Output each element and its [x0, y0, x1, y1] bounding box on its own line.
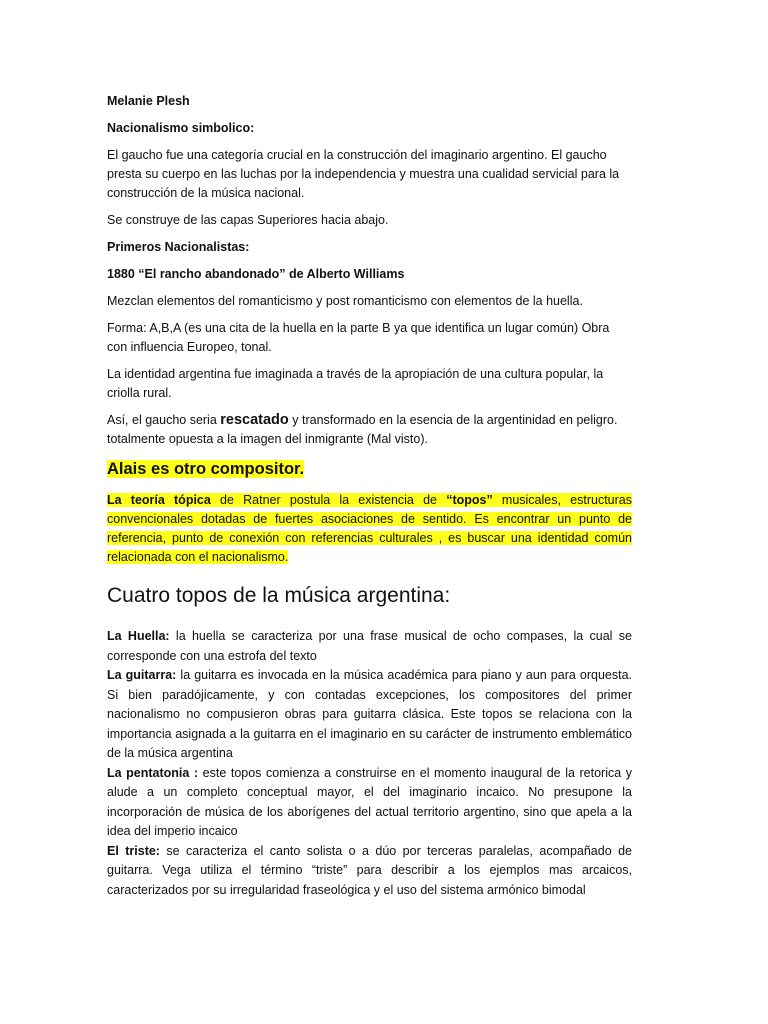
topos-text: la huella se caracteriza por una frase musical de ocho compases, la cual se corresponde con una estrofa del texto: [107, 629, 632, 663]
topos-text: la guitarra es invocada en la música académica para piano y aun para orquesta. Si bien paradójicamente, y con contadas excepciones, los compositores del primer nacionalismo no compusieron obras para guitarra clásica. Este topos se relaciona con la importancia asignada a la guitarra en el imaginario en su carácter de instrumento emblemático de la música argentina: [107, 668, 633, 760]
author-name: Melanie Plesh: [107, 94, 190, 108]
teoria-term: La teoría tópica: [107, 493, 211, 507]
paragraph-rescatado: [107, 411, 632, 449]
alais-heading: [107, 457, 632, 481]
teoria-topos: “topos”: [446, 493, 493, 507]
topos-item-pentatonia: [107, 764, 632, 842]
rescatado-pre: Así, el gaucho seria: [107, 413, 221, 427]
topos-item-guitarra: [107, 666, 632, 764]
topos-text: se caracteriza el canto solista o a dúo por terceras paralelas, acompañado de guitarra. Vega utiliza el término “triste” para describir a los ejemplos mas arcaicos, caracterizados por su irregularidad fraseológica y el uso del sistema armónico bimodal: [107, 843, 632, 897]
paragraph-capas: Se construye de las capas Superiores hacia abajo.: [107, 213, 389, 227]
document-page: [107, 92, 632, 900]
topos-text: este topos comienza a construirse en el momento inaugural de la retorica y alude a un completo conceptual mayor, el del imaginario incaico. No presupone la incorporación de música de los aborígenes del actual territorio argentino, sino que apela a la idea del imperio incaico: [107, 765, 632, 838]
paragraph-forma: Forma: A,B,A (es una cita de la huella en la parte B ya que identifica un lugar común) Obra con influencia Europeo, tonal.: [107, 321, 610, 354]
paragraph-identidad: La identidad argentina fue imaginada a través de la apropiación de una cultura popular, la criolla rural.: [107, 367, 604, 400]
teoria-mid: de Ratner postula la existencia de: [210, 493, 447, 507]
topos-term: La pentatonia :: [107, 765, 199, 780]
topos-list: [107, 627, 632, 900]
rescatado-post: y transformado en la esencia de la argentinidad en peligro. totalmente opuesta a la imagen del inmigrante (Mal visto).: [107, 413, 618, 446]
teoria-rest: musicales, estructuras convencionales dotadas de fuertes asociaciones de sentido. Es encontrar un punto de referencia, punto de conexión con referencias culturales , es buscar una identidad común relacionada con el nacionalismo.: [107, 493, 632, 564]
rescatado-word: rescatado: [220, 412, 289, 428]
topos-item-huella: [107, 627, 632, 666]
section-title-primeros: Primeros Nacionalistas:: [107, 240, 250, 254]
paragraph-mezclan: Mezclan elementos del romanticismo y post romanticismo con elementos de la huella.: [107, 294, 583, 308]
alais-highlight: Alais es otro compositor.: [107, 460, 305, 478]
topos-item-triste: [107, 842, 632, 901]
work-title: 1880 “El rancho abandonado” de Alberto Williams: [107, 267, 405, 281]
topos-term: La Huella:: [107, 629, 170, 643]
cuatro-topos-heading: Cuatro topos de la música argentina:: [107, 584, 451, 607]
paragraph-gaucho: El gaucho fue una categoría crucial en la construcción del imaginario argentino. El gaucho presta su cuerpo en las luchas por la independencia y muestra una cualidad servicial para la construcción de la música nacional.: [107, 148, 620, 200]
section-title-nacionalismo: Nacionalismo simbolico:: [107, 121, 255, 135]
topos-term: La guitarra:: [107, 668, 177, 682]
topos-term: El triste:: [107, 843, 160, 858]
paragraph-teoria: [107, 491, 632, 567]
